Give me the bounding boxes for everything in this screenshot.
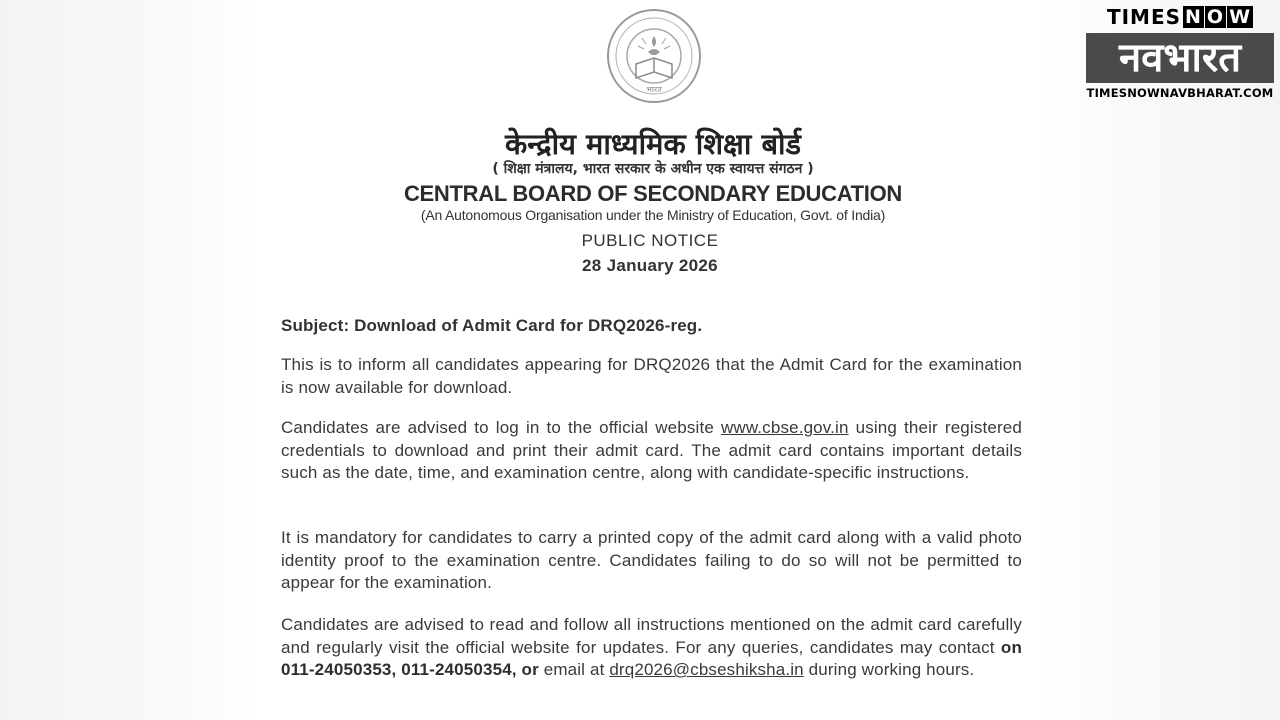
emblem-text: भारत <box>646 85 662 94</box>
brand-top-line <box>1086 4 1274 30</box>
notice-subject: Subject: Download of Admit Card for DRQ2026-reg. <box>281 316 703 335</box>
brand-times-text: TIMES <box>1106 5 1182 29</box>
notice-date: 28 January 2026 <box>582 256 718 275</box>
paragraph-text: Candidates are advised to read and follow all instructions mentioned on the admit card carefully and regularly visit the official website for updates. For any queries, candidates may contact <box>281 615 1022 657</box>
contact-email-link[interactable]: drq2026@cbseshiksha.in <box>609 660 804 679</box>
paragraph-text: email at <box>538 660 610 679</box>
hindi-board-title: केन्द्रीय माध्यमिक शिक्षा बोर्ड <box>504 127 802 161</box>
brand-now-boxes <box>1183 6 1253 28</box>
paragraph-contact <box>281 614 1022 682</box>
paragraph-text: during working hours. <box>803 660 975 679</box>
cbse-emblem-icon <box>598 6 710 114</box>
brand-hindi-name: नवभारत <box>1086 33 1274 83</box>
english-board-title: CENTRAL BOARD OF SECONDARY EDUCATION <box>403 181 903 206</box>
brand-now-letter: W <box>1229 6 1252 28</box>
paragraph-download-instructions <box>281 417 1022 485</box>
brand-now-letter: O <box>1206 6 1225 28</box>
paragraph-text: Candidates are advised to log in to the official website <box>281 418 721 437</box>
contact-phone-numbers: on 011-24050353, 011-24050354, or <box>281 637 1022 679</box>
english-board-subtitle: (An Autonomous Organisation under the Ministry of Education, Govt. of India) <box>420 207 886 223</box>
cbse-website-link[interactable]: www.cbse.gov.in <box>720 418 849 437</box>
notice-label: PUBLIC NOTICE <box>581 231 719 250</box>
brand-now-letter: N <box>1185 6 1202 28</box>
paragraph-text: using their registered credentials to download and print their admit card. The admit card contains important details such as the date, time, and examination centre, along with candidate-specific instructions. <box>281 418 1022 482</box>
brand-url: TIMESNOWNAVBHARAT.COM <box>1086 86 1274 100</box>
paragraph-mandatory-documents: It is mandatory for candidates to carry a printed copy of the admit card along with a valid photo identity proof to the examination centre. Candidates failing to do so will not be permitted to appear for the examination. <box>281 528 1022 592</box>
times-now-navbharat-logo <box>1086 4 1274 108</box>
paragraph-availability: This is to inform all candidates appearing for DRQ2026 that the Admit Card for the examination is now available for download. <box>281 355 1022 397</box>
hindi-board-subtitle: ( शिक्षा मंत्रालय, भारत सरकार के अधीन एक स्वायत्त संगठन ) <box>492 161 814 177</box>
